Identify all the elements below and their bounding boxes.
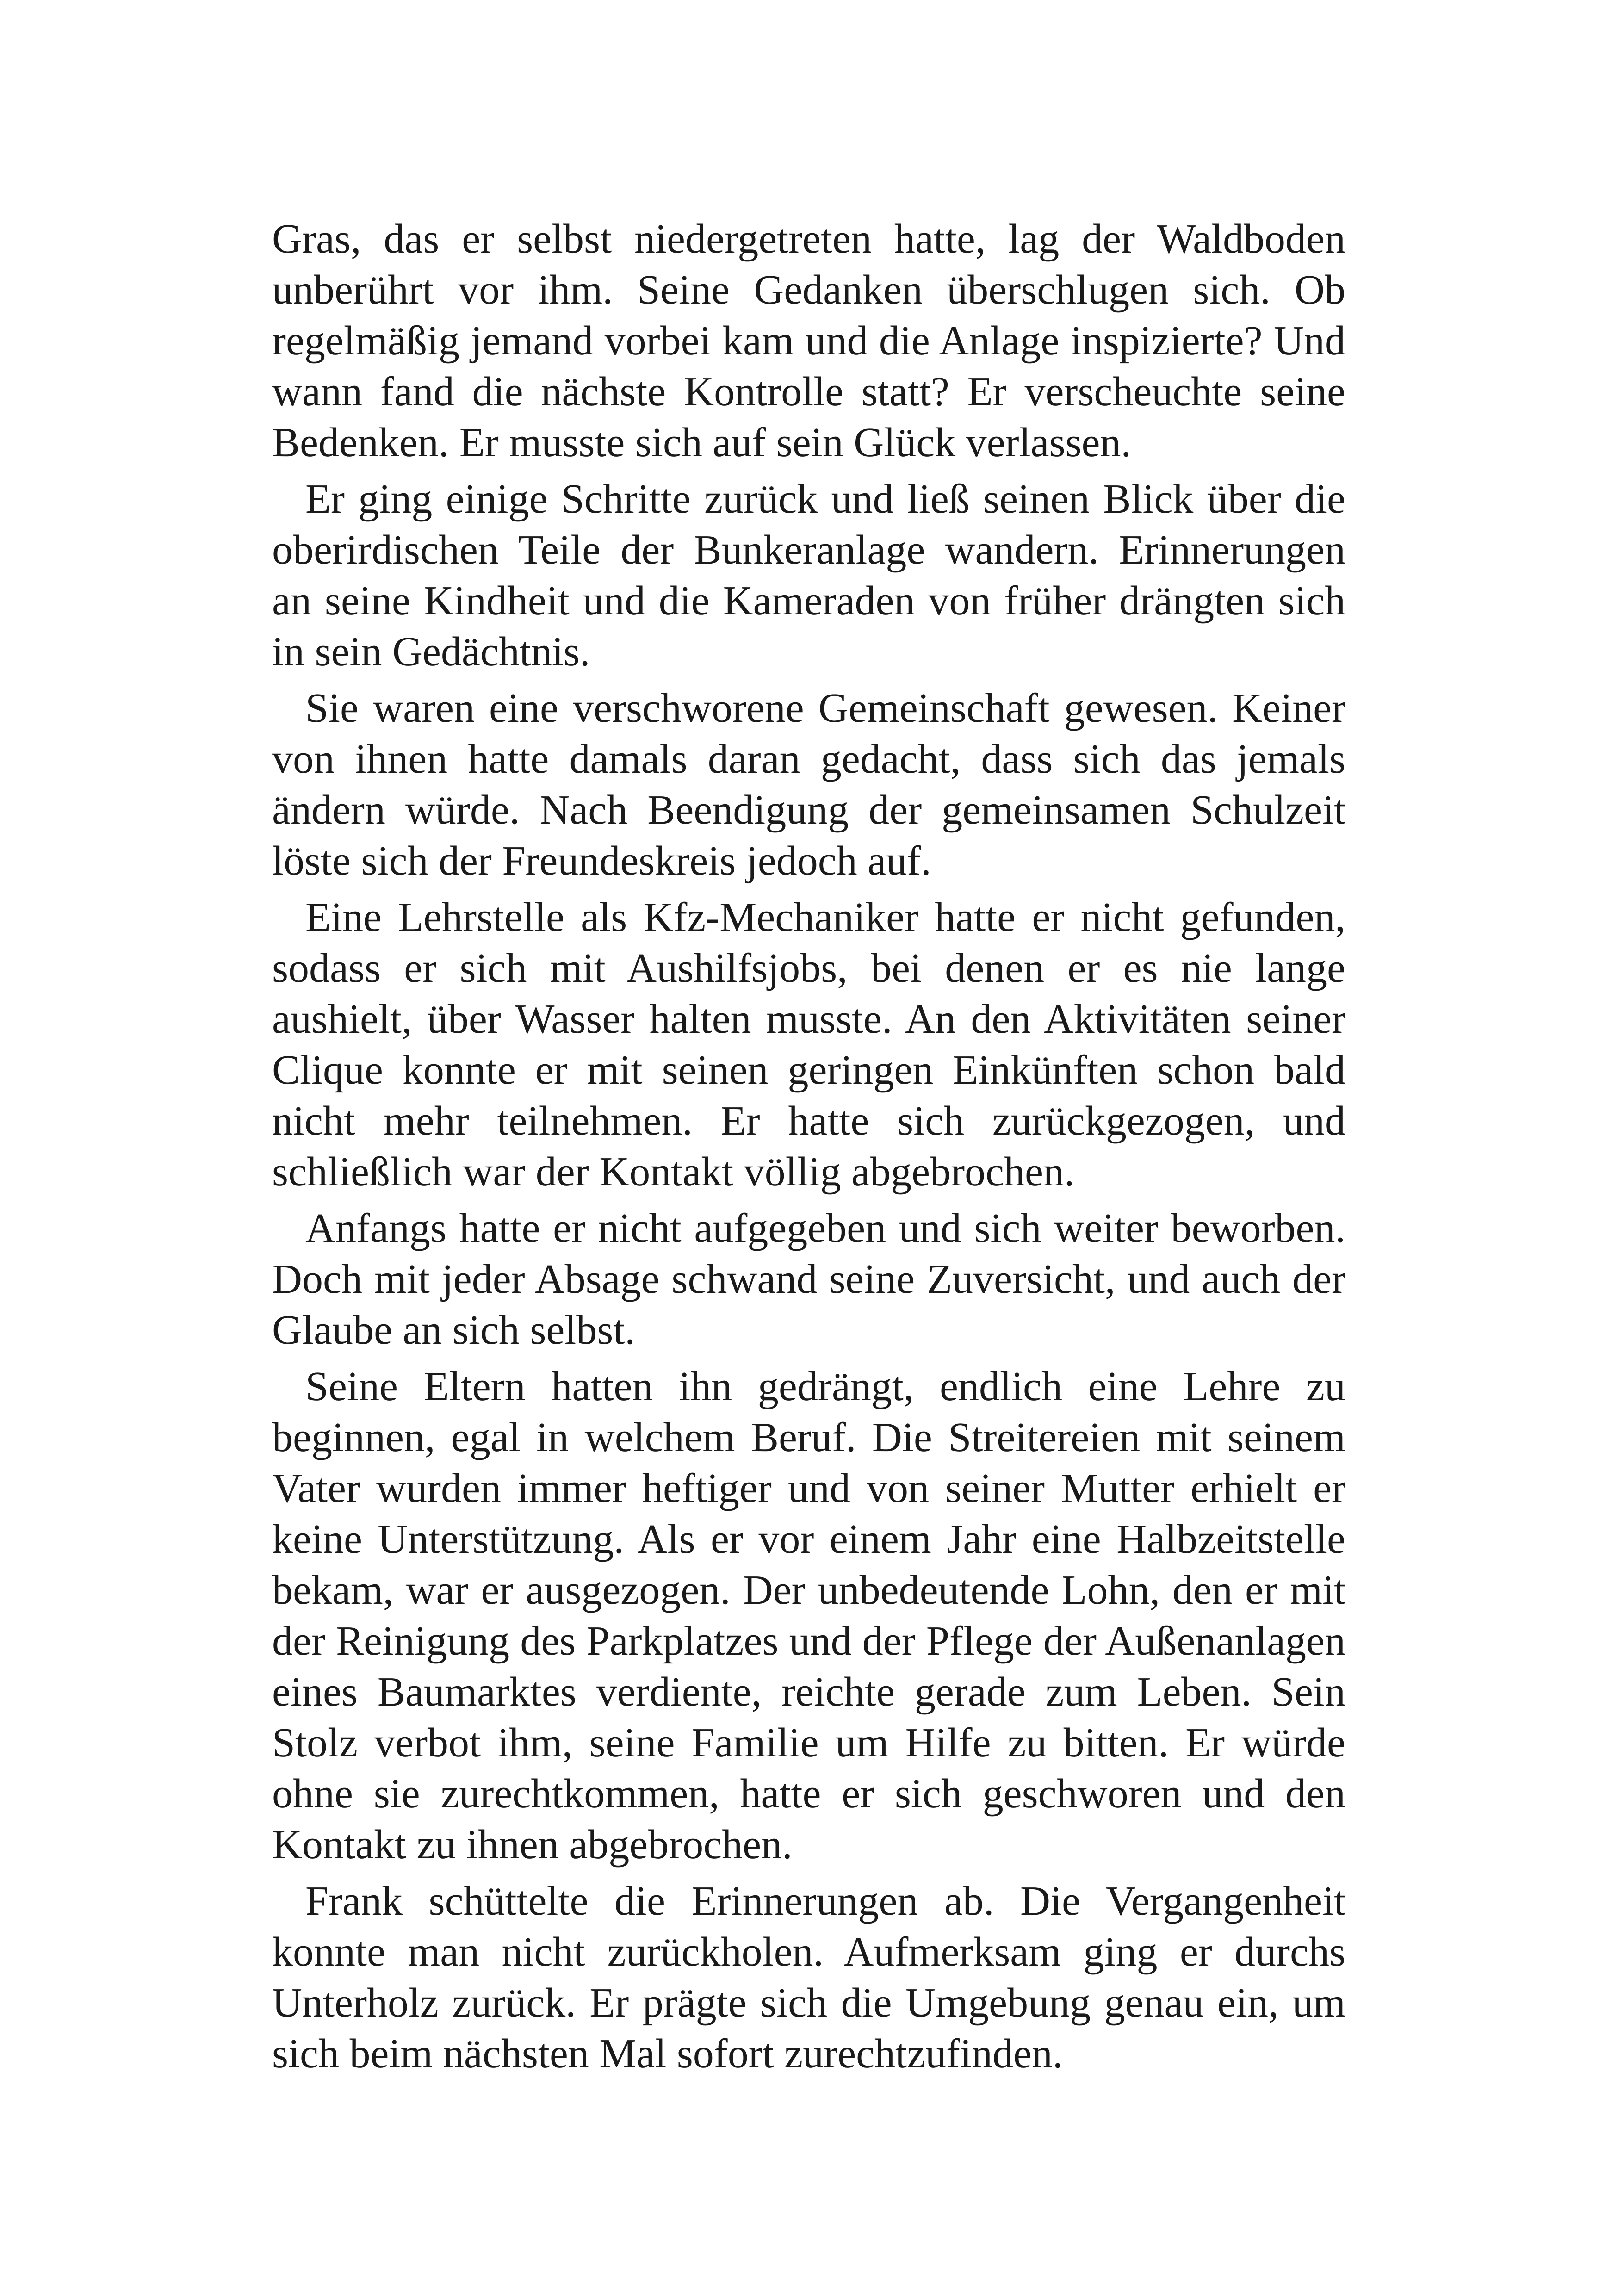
paragraph-7: Frank schüttelte die Erinnerungen ab. Die Vergangenheit konnte man nicht zurückholen. Aufmerksam ging er durchs Unterholz zurück. Er prägte sich die Umgebung genau ein, um sich beim nächsten Mal sofort zurechtzufinden. [272, 1878, 1345, 2077]
paragraph-3: Sie waren eine verschworene Gemeinschaft gewesen. Keiner von ihnen hatte damals daran gedacht, dass sich das jemals ändern würde. Nach Beendigung der gemeinsamen Schulzeit löste sich der Freundeskreis jedoch auf. [272, 685, 1345, 884]
paragraph-1: Gras, das er selbst niedergetreten hatte, lag der Waldboden unberührt vor ihm. Seine Gedanken überschlugen sich. Ob regelmäßig jemand vorbei kam und die Anlage inspizierte? Und wann fand die nächste Kontrolle statt? Er verscheuchte seine Bedenken. Er musste sich auf sein Glück verlassen. [272, 216, 1345, 465]
paragraph-4: Eine Lehrstelle als Kfz-Mechaniker hatte er nicht gefunden, sodass er sich mit Aushilfsjobs, bei denen er es nie lange aushielt, über Wasser halten musste. An den Aktivitäten seiner Clique konnte er mit seinen geringen Einkünften schon bald nicht mehr teilnehmen. Er hatte sich zurückgezogen, und schließlich war der Kontakt völlig abgebrochen. [272, 894, 1345, 1195]
paragraph-6: Seine Eltern hatten ihn gedrängt, endlich eine Lehre zu beginnen, egal in welchem Beruf. Die Streitereien mit seinem Vater wurden immer heftiger und von seiner Mutter erhielt er keine Unterstützung. Als er vor einem Jahr eine Halbzeitstelle bekam, war er ausgezogen. Der unbedeutende Lohn, den er mit der Reinigung des Parkplatzes und der Pflege der Außenanlagen eines Baumarktes verdiente, reichte gerade zum Leben. Sein Stolz verbot ihm, seine Familie um Hilfe zu bitten. Er würde ohne sie zurechtkommen, hatte er sich geschworen und den Kontakt zu ihnen abgebrochen. [272, 1364, 1345, 1868]
paragraph-5: Anfangs hatte er nicht aufgegeben und sich weiter beworben. Doch mit jeder Absage schwand seine Zuversicht, und auch der Glaube an sich selbst. [272, 1205, 1345, 1353]
paragraph-2: Er ging einige Schritte zurück und ließ seinen Blick über die oberirdischen Teile der Bunkeranlage wandern. Erinnerungen an seine Kindheit und die Kameraden von früher drängten sich in sein Gedächtnis. [272, 476, 1345, 675]
body-text [272, 214, 1345, 2085]
